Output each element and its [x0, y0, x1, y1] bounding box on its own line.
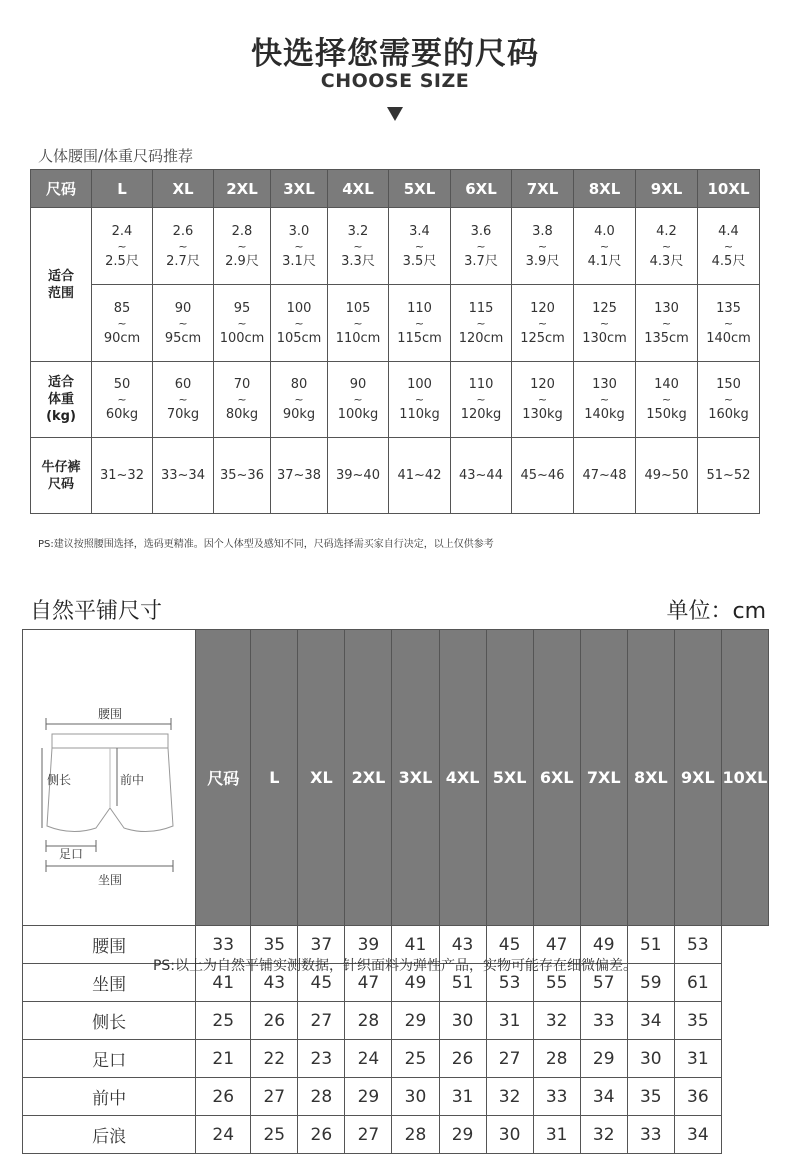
- jeans-size-cell: 31~32: [92, 438, 153, 514]
- size-recommendation-table: [30, 169, 760, 514]
- range-tilde: ~: [237, 316, 247, 330]
- measurement-cell: 32: [486, 1078, 533, 1116]
- measurement-cell: 32: [533, 1002, 580, 1040]
- range-from: 3.0: [288, 223, 310, 239]
- range-tilde: ~: [476, 239, 486, 253]
- table-row: [23, 1002, 769, 1040]
- measurement-cell: 27: [345, 1116, 392, 1154]
- range-from: 100: [286, 300, 312, 316]
- underwear-diagram: [24, 630, 195, 920]
- range-to: 110kg: [399, 407, 440, 422]
- measurement-cell: 49: [392, 964, 439, 1002]
- jeans-size-cell: 37~38: [271, 438, 328, 514]
- range-to: 100cm: [219, 330, 265, 346]
- range-from: 110: [407, 300, 432, 316]
- range-to: 3.9尺: [525, 253, 560, 269]
- measurement-cell: 47: [533, 926, 580, 964]
- measurement-cell: 26: [196, 1078, 251, 1116]
- range-from: 3.4: [409, 223, 430, 239]
- range-cell: [271, 208, 328, 285]
- measurement-cell: 45: [298, 964, 345, 1002]
- range-cell: [153, 208, 214, 285]
- range-to: 4.5尺: [711, 253, 746, 269]
- range-to: 115cm: [397, 330, 442, 346]
- range-tilde: ~: [723, 316, 734, 330]
- jeans-size-cell: 39~40: [328, 438, 389, 514]
- range-tilde: ~: [537, 316, 548, 330]
- range-tilde: ~: [599, 239, 610, 253]
- range-to: 60kg: [105, 407, 139, 422]
- measurement-cell: 28: [392, 1116, 439, 1154]
- range-to: 90cm: [103, 330, 141, 346]
- measurement-cell: 43: [439, 926, 486, 964]
- range-from: 50: [113, 377, 131, 392]
- range-from: 4.0: [594, 223, 615, 239]
- size-header-8xl: 8XL: [627, 630, 674, 926]
- range-cell: [698, 208, 760, 285]
- measurement-cell: 39: [345, 926, 392, 964]
- range-from: 95: [233, 300, 251, 316]
- range-tilde: ~: [537, 393, 548, 406]
- measurement-cell: 47: [345, 964, 392, 1002]
- measurement-cell: 36: [674, 1078, 721, 1116]
- measurement-cell: 33: [580, 1002, 627, 1040]
- range-from: 120: [530, 377, 555, 392]
- measurement-cell: 41: [392, 926, 439, 964]
- measurement-cell: 35: [251, 926, 298, 964]
- range-from: 85: [113, 300, 131, 316]
- range-cell: [328, 362, 389, 438]
- unit-label: 单位：cm: [666, 599, 766, 624]
- range-cell: [389, 208, 451, 285]
- measurement-cell: 27: [298, 1002, 345, 1040]
- range-to: 90kg: [282, 407, 316, 422]
- range-to: 3.1尺: [282, 253, 316, 269]
- range-to: 3.7尺: [464, 253, 498, 269]
- range-cell: [92, 208, 153, 285]
- range-from: 4.4: [718, 223, 739, 239]
- range-to: 3.5尺: [402, 253, 437, 269]
- size-header-6xl: 6XL: [451, 170, 512, 208]
- range-to: 130kg: [522, 407, 563, 422]
- diagram-leg-label: 足口: [58, 847, 83, 861]
- measurement-cell: 29: [345, 1078, 392, 1116]
- measurement-cell: 28: [345, 1002, 392, 1040]
- range-tilde: ~: [723, 393, 734, 406]
- size-header-2xl: 2XL: [214, 170, 271, 208]
- table-row: [23, 1078, 769, 1116]
- measurement-cell: 30: [439, 1002, 486, 1040]
- range-cell: [451, 208, 512, 285]
- range-from: 130: [654, 300, 679, 316]
- diagram-side-label: 侧长: [46, 773, 71, 787]
- diagram-waist-label: 腰围: [97, 707, 122, 721]
- table-row: [31, 438, 760, 514]
- range-from: 2.8: [231, 223, 253, 239]
- size-header-5xl: 5XL: [486, 630, 533, 926]
- size-header-7xl: 7XL: [580, 630, 627, 926]
- size-header-4xl: 4XL: [439, 630, 486, 926]
- range-to: 3.3尺: [341, 253, 375, 269]
- range-from: 135: [716, 300, 741, 316]
- range-to: 105cm: [276, 330, 322, 346]
- range-from: 115: [468, 300, 494, 316]
- range-to: 4.3尺: [649, 253, 684, 269]
- range-tilde: ~: [237, 393, 247, 406]
- measurement-cell: 27: [486, 1040, 533, 1078]
- range-cell: [92, 285, 153, 362]
- jeans-size-cell: 35~36: [214, 438, 271, 514]
- measurement-cell: 29: [392, 1002, 439, 1040]
- size-header-5xl: 5XL: [389, 170, 451, 208]
- range-to: 125cm: [520, 330, 565, 346]
- recommendation-label: 人体腰围/体重尺码推荐: [38, 147, 194, 165]
- jeans-size-cell: 49~50: [636, 438, 698, 514]
- range-tilde: ~: [353, 316, 363, 330]
- measurement-cell: 51: [439, 964, 486, 1002]
- measurement-cell: 53: [486, 964, 533, 1002]
- size-header-cell: 尺码: [31, 170, 92, 208]
- size-header-7xl: 7XL: [512, 170, 574, 208]
- measurement-cell: 29: [439, 1116, 486, 1154]
- measurement-cell: 24: [196, 1116, 251, 1154]
- range-cell: [153, 362, 214, 438]
- measurement-cell: 51: [627, 926, 674, 964]
- range-tilde: ~: [723, 239, 734, 253]
- measurement-cell: 29: [580, 1040, 627, 1078]
- jeans-size-cell: 47~48: [574, 438, 636, 514]
- table-header-row: [23, 630, 769, 926]
- range-cell: [451, 362, 512, 438]
- table-row: [23, 1040, 769, 1078]
- range-to: 2.9尺: [225, 253, 259, 269]
- measurement-cell: 30: [486, 1116, 533, 1154]
- jeans-size-cell: 33~34: [153, 438, 214, 514]
- jeans-size-cell: 41~42: [389, 438, 451, 514]
- range-cell: [389, 362, 451, 438]
- range-from: 105: [345, 300, 371, 316]
- range-from: 90: [349, 377, 367, 392]
- measurement-cell: 31: [486, 1002, 533, 1040]
- range-tilde: ~: [117, 393, 127, 406]
- size-header-4xl: 4XL: [328, 170, 389, 208]
- measurement-cell: 33: [627, 1116, 674, 1154]
- range-to: 100kg: [337, 407, 379, 422]
- measurement-cell: 34: [674, 1116, 721, 1154]
- range-cell: [92, 362, 153, 438]
- measurement-cell: 23: [298, 1040, 345, 1078]
- range-from: 90: [174, 300, 192, 316]
- range-tilde: ~: [476, 393, 486, 406]
- range-to: 140kg: [584, 407, 625, 422]
- range-to: 2.7尺: [166, 253, 200, 269]
- measurement-cell: 26: [439, 1040, 486, 1078]
- measurement-cell: 45: [486, 926, 533, 964]
- size-header-cell: 尺码: [196, 630, 251, 926]
- measurement-cell: 35: [674, 1002, 721, 1040]
- range-tilde: ~: [661, 393, 672, 406]
- range-to: 95cm: [164, 330, 202, 346]
- row-label: 后浪: [23, 1116, 196, 1154]
- range-to: 130cm: [582, 330, 627, 346]
- range-from: 100: [407, 377, 432, 392]
- measurement-cell: 28: [298, 1078, 345, 1116]
- measurement-cell: 32: [580, 1116, 627, 1154]
- range-tilde: ~: [476, 316, 486, 330]
- recommendation-note: PS:建议按照腰围选择，选码更精准。因个人体型及感知不同，尺码选择需买家自行决定，以上仅供参考: [38, 539, 494, 550]
- range-tilde: ~: [294, 393, 304, 406]
- measurement-cell: 43: [251, 964, 298, 1002]
- range-tilde: ~: [353, 239, 363, 253]
- measurement-cell: 28: [533, 1040, 580, 1078]
- range-tilde: ~: [237, 239, 247, 253]
- page-title: 快选择您需要的尺码: [251, 36, 539, 72]
- range-tilde: ~: [117, 239, 127, 253]
- range-cell: [328, 208, 389, 285]
- range-cell: [574, 285, 636, 362]
- row-label: 足口: [23, 1040, 196, 1078]
- measurement-cell: 34: [627, 1002, 674, 1040]
- measurement-cell: 37: [298, 926, 345, 964]
- range-tilde: ~: [178, 239, 188, 253]
- range-from: 120: [530, 300, 555, 316]
- range-tilde: ~: [117, 316, 127, 330]
- range-tilde: ~: [414, 239, 425, 253]
- range-to: 150kg: [646, 407, 687, 422]
- range-cell: [153, 285, 214, 362]
- size-header-xl: XL: [153, 170, 214, 208]
- size-header-3xl: 3XL: [392, 630, 439, 926]
- size-header-2xl: 2XL: [345, 630, 392, 926]
- range-cell: [512, 362, 574, 438]
- size-header-l: L: [251, 630, 298, 926]
- range-cell: [636, 362, 698, 438]
- range-cell: [512, 208, 574, 285]
- size-header-9xl: 9XL: [636, 170, 698, 208]
- range-to: 135cm: [644, 330, 689, 346]
- measurement-cell: 26: [298, 1116, 345, 1154]
- flat-measurement-table: [22, 629, 769, 1154]
- range-from: 60: [174, 377, 192, 392]
- row-label: 侧长: [23, 1002, 196, 1040]
- range-tilde: ~: [661, 316, 672, 330]
- range-from: 3.8: [532, 223, 553, 239]
- measurement-cell: 57: [580, 964, 627, 1002]
- range-tilde: ~: [661, 239, 672, 253]
- measurement-cell: 33: [196, 926, 251, 964]
- size-header-8xl: 8XL: [574, 170, 636, 208]
- range-tilde: ~: [414, 393, 425, 406]
- table-row: [31, 208, 760, 285]
- range-cell: [328, 285, 389, 362]
- down-arrow-icon: [387, 107, 403, 121]
- measurement-cell: 53: [674, 926, 721, 964]
- range-to: 120cm: [458, 330, 504, 346]
- range-from: 70: [233, 377, 251, 392]
- measurement-cell: 35: [627, 1078, 674, 1116]
- row-label: 前中: [23, 1078, 196, 1116]
- range-to: 70kg: [166, 407, 200, 422]
- measurement-cell: 41: [196, 964, 251, 1002]
- range-from: 150: [716, 377, 741, 392]
- range-from: 2.6: [172, 223, 194, 239]
- range-tilde: ~: [178, 316, 188, 330]
- range-tilde: ~: [178, 393, 188, 406]
- measurement-cell: 25: [392, 1040, 439, 1078]
- measurement-cell: 55: [533, 964, 580, 1002]
- measurement-cell: 30: [627, 1040, 674, 1078]
- range-tilde: ~: [294, 239, 304, 253]
- measurement-cell: 27: [251, 1078, 298, 1116]
- range-cell: [451, 285, 512, 362]
- range-cell: [698, 285, 760, 362]
- range-from: 2.4: [111, 223, 133, 239]
- measurement-cell: 24: [345, 1040, 392, 1078]
- range-to: 110cm: [335, 330, 381, 346]
- page-subtitle: CHOOSE SIZE: [320, 70, 470, 92]
- table-row: [23, 1116, 769, 1154]
- measurement-cell: 31: [533, 1116, 580, 1154]
- range-cell: [389, 285, 451, 362]
- range-cell: [636, 208, 698, 285]
- range-cell: [574, 208, 636, 285]
- measurement-cell: 33: [533, 1078, 580, 1116]
- range-cell: [574, 362, 636, 438]
- range-tilde: ~: [294, 316, 304, 330]
- measurement-cell: 26: [251, 1002, 298, 1040]
- measurement-cell: 34: [580, 1078, 627, 1116]
- fit-weight-label: 适合 体重 (kg): [31, 362, 92, 438]
- range-cell: [271, 285, 328, 362]
- diagram-hip-label: 坐围: [97, 873, 122, 887]
- table-header-row: [31, 170, 760, 208]
- range-cell: [214, 208, 271, 285]
- jeans-size-cell: 43~44: [451, 438, 512, 514]
- range-cell: [214, 285, 271, 362]
- range-from: 130: [592, 377, 617, 392]
- range-from: 4.2: [656, 223, 677, 239]
- jeans-size-cell: 51~52: [698, 438, 760, 514]
- range-tilde: ~: [353, 393, 363, 406]
- diagram-front-label: 前中: [119, 773, 144, 787]
- range-from: 110: [468, 377, 494, 392]
- range-tilde: ~: [599, 393, 610, 406]
- row-label: 腰围: [23, 926, 196, 964]
- range-tilde: ~: [537, 239, 548, 253]
- measurement-cell: 25: [251, 1116, 298, 1154]
- range-from: 125: [592, 300, 617, 316]
- range-from: 3.2: [347, 223, 369, 239]
- measurement-cell: 25: [196, 1002, 251, 1040]
- range-from: 80: [290, 377, 308, 392]
- range-tilde: ~: [414, 316, 425, 330]
- measurement-cell: 31: [439, 1078, 486, 1116]
- row-label: 坐围: [23, 964, 196, 1002]
- range-cell: [214, 362, 271, 438]
- range-to: 4.1尺: [587, 253, 622, 269]
- range-to: 160kg: [708, 407, 749, 422]
- size-header-10xl: 10XL: [698, 170, 760, 208]
- size-header-10xl: 10XL: [721, 630, 768, 926]
- fit-range-label: 适合 范围: [31, 208, 92, 362]
- size-header-3xl: 3XL: [271, 170, 328, 208]
- jeans-size-label: 牛仔裤 尺码: [31, 438, 92, 514]
- underwear-diagram-cell: [23, 630, 196, 926]
- range-to: 140cm: [706, 330, 751, 346]
- table-row: [31, 285, 760, 362]
- measurement-cell: 49: [580, 926, 627, 964]
- size-header-l: L: [92, 170, 153, 208]
- range-from: 140: [654, 377, 679, 392]
- range-cell: [512, 285, 574, 362]
- measurement-cell: 61: [674, 964, 721, 1002]
- size-header-xl: XL: [298, 630, 345, 926]
- range-to: 120kg: [460, 407, 502, 422]
- size-header-6xl: 6XL: [533, 630, 580, 926]
- range-cell: [698, 362, 760, 438]
- measurement-cell: 59: [627, 964, 674, 1002]
- range-to: 2.5尺: [105, 253, 139, 269]
- range-to: 80kg: [225, 407, 259, 422]
- size-header-9xl: 9XL: [674, 630, 721, 926]
- measurement-cell: 31: [674, 1040, 721, 1078]
- range-cell: [636, 285, 698, 362]
- measurement-cell: 30: [392, 1078, 439, 1116]
- measurement-note: PS:以上为自然平铺实测数据，针织面料为弹性产品，实物可能存在细微偏差。: [152, 958, 638, 974]
- measurement-cell: 21: [196, 1040, 251, 1078]
- range-cell: [271, 362, 328, 438]
- flat-measurement-title: 自然平铺尺寸: [30, 599, 163, 624]
- range-from: 3.6: [470, 223, 492, 239]
- jeans-size-cell: 45~46: [512, 438, 574, 514]
- table-row: [31, 362, 760, 438]
- range-tilde: ~: [599, 316, 610, 330]
- measurement-cell: 22: [251, 1040, 298, 1078]
